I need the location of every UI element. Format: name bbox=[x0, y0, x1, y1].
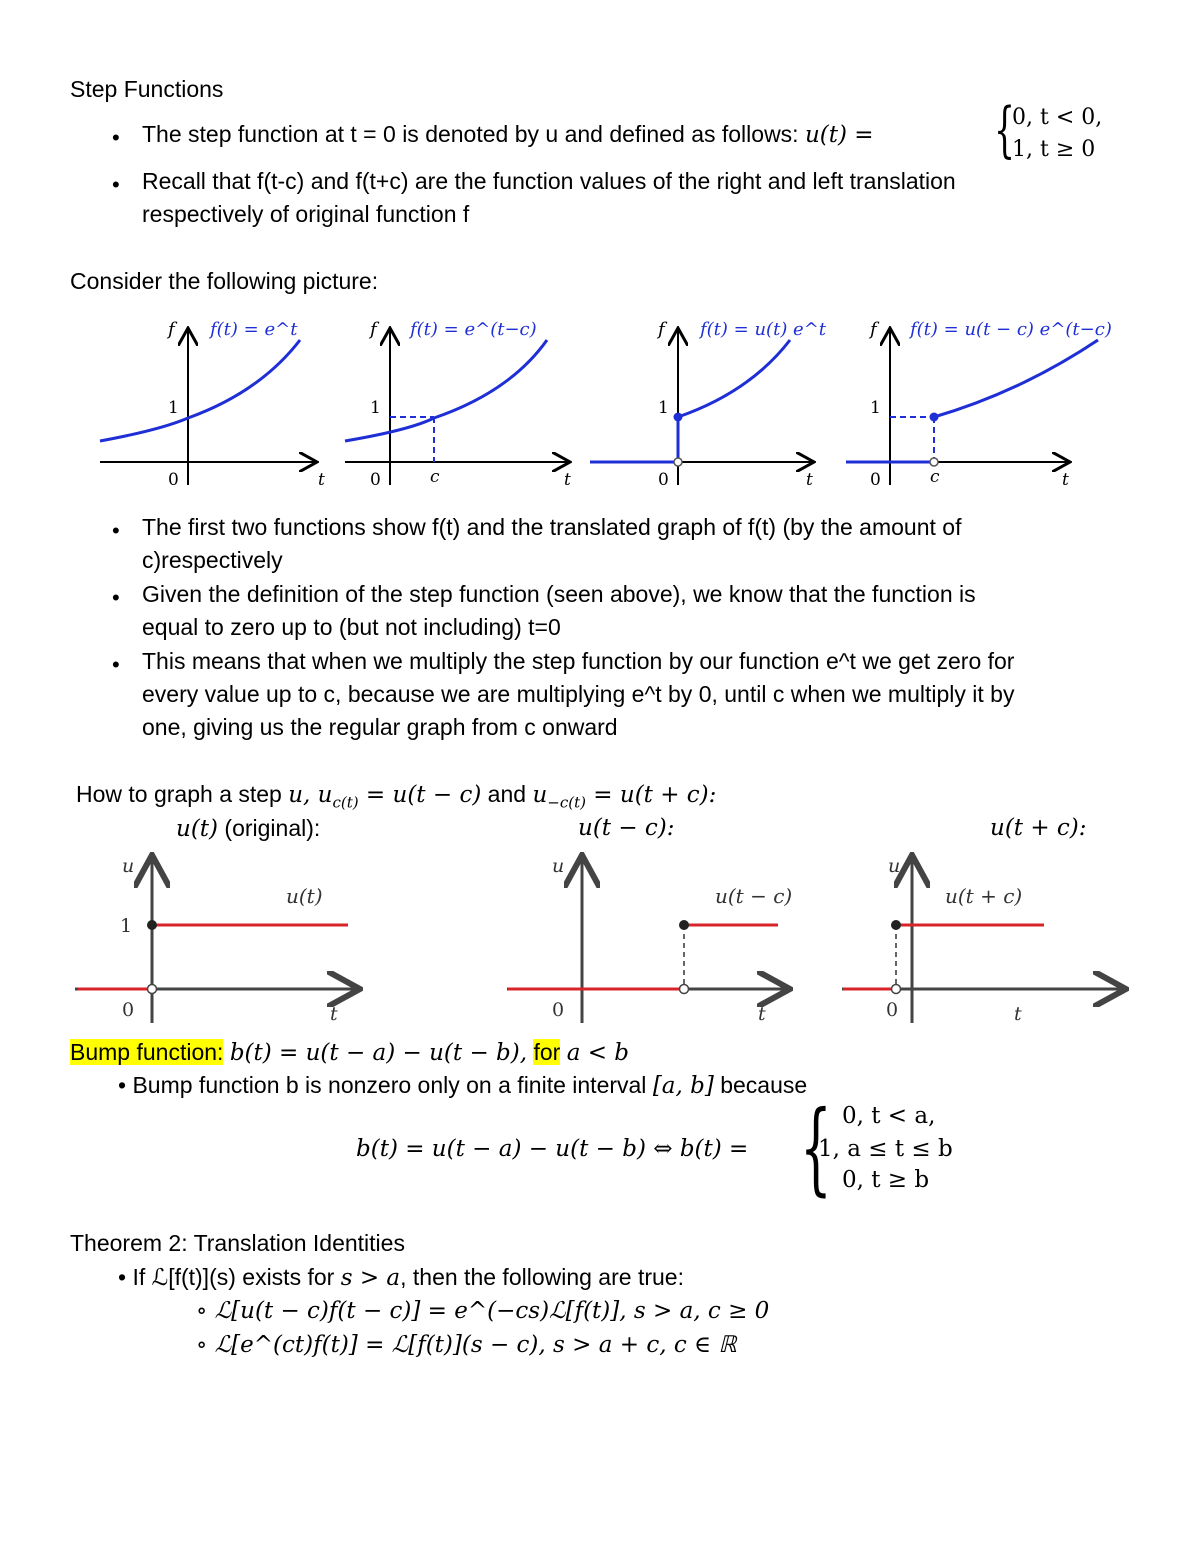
step-def-math: u(t) = bbox=[804, 122, 874, 148]
u-label: u bbox=[888, 855, 901, 877]
bump-brace: { bbox=[800, 1089, 832, 1206]
theorem-if-mid: exists for bbox=[235, 1264, 341, 1290]
howto-sub-3: −c(t) bbox=[547, 793, 586, 812]
zero-tick: 0 bbox=[886, 999, 899, 1021]
f-label: f bbox=[168, 319, 175, 340]
explain-3-line-3: one, giving us the regular graph from c onward bbox=[142, 714, 618, 740]
caption-shift-left: u(t + c): bbox=[990, 815, 1087, 841]
graph-label: u(t) bbox=[286, 884, 323, 908]
step-def-text: The step function at t = 0 is denoted by u and defined as follows: bbox=[142, 121, 799, 147]
open-dot bbox=[674, 458, 682, 466]
zero-tick: 0 bbox=[658, 470, 669, 490]
howto-math-1: u, u bbox=[288, 782, 333, 808]
zero-tick: 0 bbox=[168, 470, 179, 490]
caption-original bbox=[176, 812, 320, 846]
circle-bullet: ∘ bbox=[196, 1298, 215, 1324]
step-case-1: 0, t < 0, bbox=[1012, 105, 1103, 130]
one-tick: 1 bbox=[168, 398, 179, 418]
left-brace: { bbox=[994, 95, 1016, 165]
panel-exp bbox=[100, 319, 325, 490]
howto-math-2: = u(t − c) bbox=[358, 782, 482, 808]
open-dot bbox=[148, 985, 157, 994]
f-label: f bbox=[658, 319, 665, 340]
explain-1-line-1: The first two functions show f(t) and the translated graph of f(t) (by the amount of bbox=[142, 514, 962, 540]
exp-figure bbox=[90, 310, 1120, 495]
bump-label: Bump function: bbox=[70, 1039, 224, 1065]
t-label: t bbox=[758, 1003, 766, 1025]
panel-step-exp-shifted bbox=[846, 319, 1112, 490]
caption-original-math: u(t) bbox=[176, 816, 219, 842]
u-label: u bbox=[122, 855, 135, 877]
zero-tick: 0 bbox=[552, 999, 565, 1021]
recall-line-1: Recall that f(t-c) and f(t+c) are the function values of the right and left translation bbox=[142, 168, 956, 194]
open-dot bbox=[892, 985, 901, 994]
explain-2-line-1: Given the definition of the step function (seen above), we know that the function is bbox=[142, 581, 976, 607]
bullet-dot: • bbox=[112, 518, 120, 543]
t-label: t bbox=[1062, 470, 1069, 490]
bump-bullet-post: because bbox=[713, 1072, 808, 1098]
f-label: f bbox=[370, 319, 377, 340]
bump-cond: a < b bbox=[566, 1040, 630, 1066]
bump-bullet-math: [a, b] bbox=[652, 1073, 714, 1099]
section-title: Step Functions bbox=[70, 76, 224, 102]
panel-title: f(t) = u(t − c) e^(t−c) bbox=[910, 319, 1112, 340]
recall-line-2: respectively of original function f bbox=[142, 201, 470, 227]
zero-tick: 0 bbox=[370, 470, 381, 490]
consider-text: Consider the following picture: bbox=[70, 268, 379, 294]
closed-dot bbox=[930, 413, 939, 422]
step-figure bbox=[70, 848, 1140, 1028]
theorem-if-post: , then the following are true: bbox=[400, 1264, 684, 1290]
panel-exp-shifted bbox=[345, 319, 571, 490]
graph-u bbox=[75, 855, 357, 1025]
t-label: t bbox=[564, 470, 571, 490]
closed-dot bbox=[147, 920, 157, 930]
howto-sub-1: c(t) bbox=[332, 793, 359, 812]
u-label: u bbox=[552, 855, 565, 877]
graph-u-minus-c bbox=[507, 855, 792, 1025]
howto-math-4: = u(t + c): bbox=[585, 782, 717, 808]
bump-def: b(t) = u(t − a) − u(t − b), bbox=[229, 1040, 528, 1066]
theorem-item-2-text: ℒ[e^(ct)f(t)] = ℒ[f(t)](s − c), s > a + c, c ∈ ℝ bbox=[214, 1332, 737, 1358]
bump-case-1: 0, t < a, bbox=[842, 1103, 936, 1129]
one-tick: 1 bbox=[120, 915, 133, 937]
theorem-item-1 bbox=[196, 1295, 769, 1328]
theorem-item-1-text: ℒ[u(t − c)f(t − c)] = e^(−cs)ℒ[f(t)], s > a, c ≥ 0 bbox=[214, 1298, 770, 1324]
zero-tick: 0 bbox=[122, 999, 135, 1021]
t-label: t bbox=[330, 1003, 338, 1025]
zero-tick: 0 bbox=[870, 470, 881, 490]
theorem-item-2 bbox=[196, 1329, 737, 1362]
c-tick: c bbox=[930, 467, 940, 487]
step-case-2: 1, t ≥ 0 bbox=[1012, 137, 1096, 162]
exp-curve bbox=[678, 340, 790, 417]
explain-3-line-1: This means that when we multiply the step function by our function e^t we get zero for bbox=[142, 648, 1015, 674]
bump-for: for bbox=[533, 1039, 561, 1065]
panel-step-exp bbox=[590, 319, 827, 490]
closed-dot bbox=[891, 920, 901, 930]
bump-case-2: 1, a ≤ t ≤ b bbox=[818, 1136, 953, 1162]
open-dot bbox=[930, 458, 938, 466]
graph-u-plus-c bbox=[842, 855, 1123, 1025]
bullet-dot: • bbox=[112, 172, 120, 197]
graph-label: u(t + c) bbox=[945, 884, 1023, 908]
bump-case-3: 0, t ≥ b bbox=[842, 1167, 930, 1193]
panel-title: f(t) = e^(t−c) bbox=[410, 319, 537, 340]
bullet-dot: • bbox=[112, 585, 120, 610]
one-tick: 1 bbox=[658, 398, 669, 418]
theorem-if bbox=[118, 1261, 684, 1295]
t-label: t bbox=[806, 470, 813, 490]
caption-original-text: (original): bbox=[218, 815, 321, 841]
bullet-dot: • bbox=[118, 1072, 133, 1098]
closed-dot bbox=[674, 413, 683, 422]
theorem-if-math: ℒ[f(t)](s) bbox=[151, 1264, 236, 1290]
exp-curve bbox=[345, 340, 547, 441]
graph-label: u(t − c) bbox=[715, 884, 793, 908]
t-label: t bbox=[1014, 1003, 1022, 1025]
exp-curve bbox=[934, 340, 1098, 417]
theorem-title: Theorem 2: Translation Identities bbox=[70, 1230, 405, 1256]
howto-math-3: u bbox=[532, 782, 548, 808]
closed-dot bbox=[679, 920, 689, 930]
c-tick: c bbox=[430, 467, 440, 487]
bump-line bbox=[70, 1036, 629, 1070]
exp-curve bbox=[100, 340, 300, 441]
f-label: f bbox=[870, 319, 877, 340]
one-tick: 1 bbox=[870, 398, 881, 418]
explain-1-line-2: c)respectively bbox=[142, 547, 283, 573]
bump-equation: b(t) = u(t − a) − u(t − b) ⇔ b(t) = bbox=[356, 1136, 749, 1162]
howto-prefix: How to graph a step bbox=[76, 781, 282, 807]
bullet-dot: • bbox=[112, 125, 120, 150]
t-label: t bbox=[318, 470, 325, 490]
bullet-dot: • bbox=[112, 652, 120, 677]
theorem-if-math2: s > a bbox=[340, 1265, 401, 1291]
bullet-dot: • bbox=[118, 1264, 133, 1290]
bullet-text bbox=[142, 118, 874, 152]
theorem-if-pre: If bbox=[132, 1264, 152, 1290]
caption-shift-right: u(t − c): bbox=[578, 815, 675, 841]
bump-bullet-pre: Bump function b is nonzero only on a finite interval bbox=[132, 1072, 653, 1098]
one-tick: 1 bbox=[370, 398, 381, 418]
bump-bullet bbox=[118, 1069, 807, 1103]
howto-and: and bbox=[481, 781, 533, 807]
open-dot bbox=[680, 985, 689, 994]
panel-title: f(t) = e^t bbox=[210, 319, 298, 340]
panel-title: f(t) = u(t) e^t bbox=[700, 319, 827, 340]
circle-bullet: ∘ bbox=[196, 1332, 215, 1358]
explain-3-line-2: every value up to c, because we are multiplying e^t by 0, until c when we multiply it by bbox=[142, 681, 1015, 707]
explain-2-line-2: equal to zero up to (but not including) t=0 bbox=[142, 614, 561, 640]
